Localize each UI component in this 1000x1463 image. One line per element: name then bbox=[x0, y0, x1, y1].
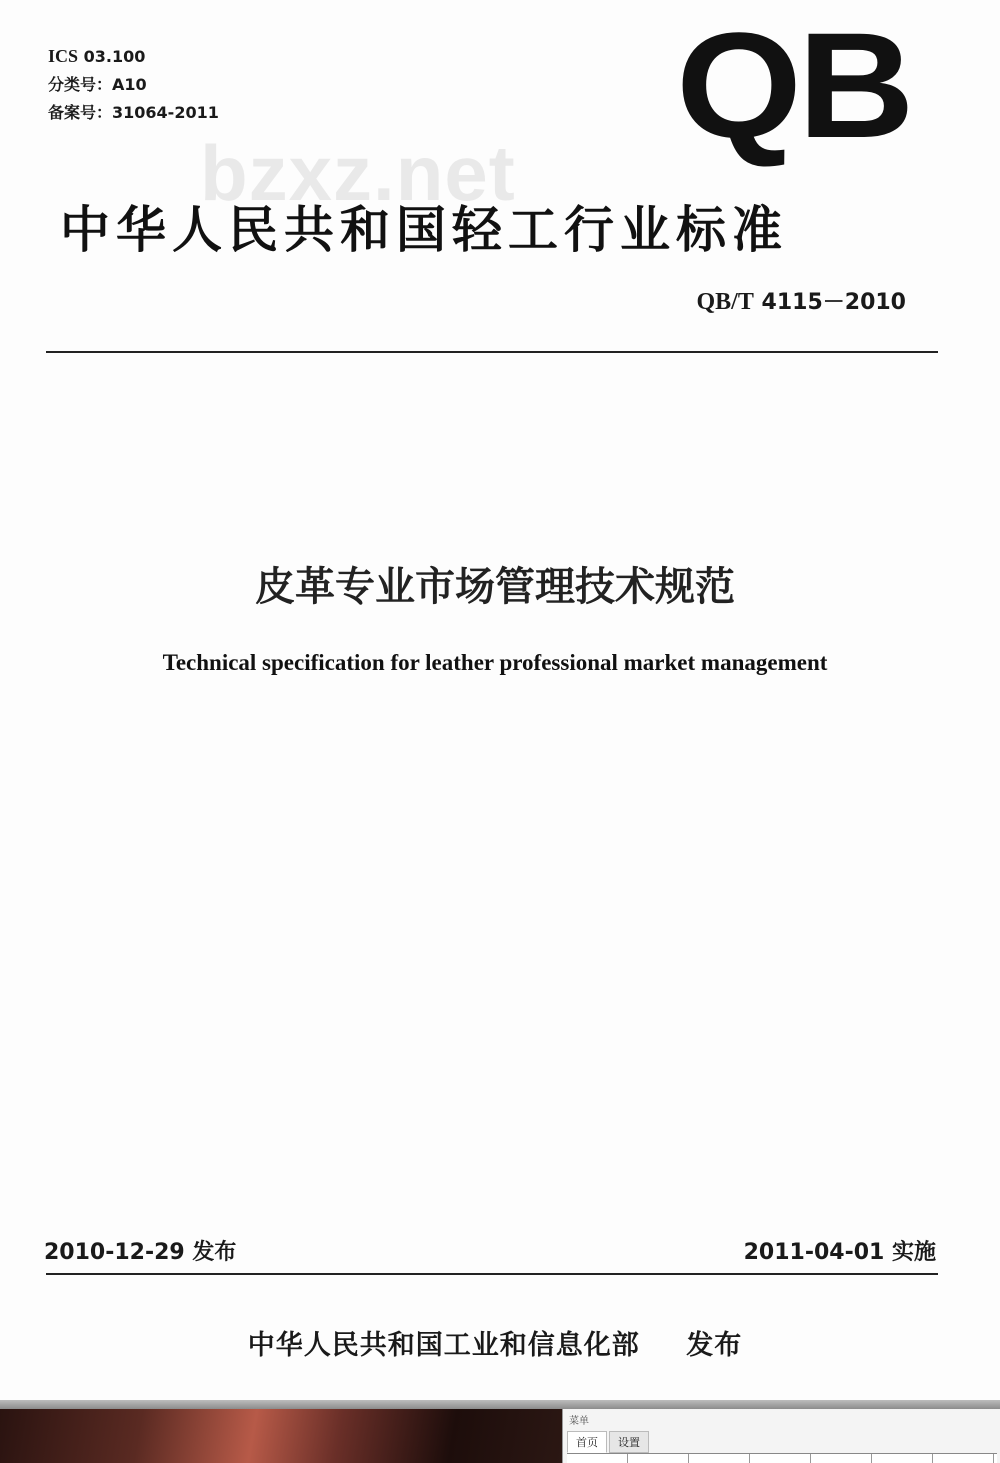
record-line bbox=[48, 99, 219, 127]
implementation-date: 2011-04-01 实施 bbox=[743, 1240, 936, 1265]
standard-number bbox=[697, 285, 907, 316]
tab-home[interactable]: 首页 bbox=[567, 1431, 607, 1453]
standard-number-value: 4115－2010 bbox=[761, 290, 906, 315]
record-label: 备案号： bbox=[48, 103, 113, 122]
classification-label: 分类号： bbox=[48, 75, 113, 94]
publisher-name: 中华人民共和国工业和信息化部 bbox=[247, 1330, 640, 1361]
ics-line bbox=[48, 42, 219, 71]
ics-label: ICS bbox=[48, 46, 79, 66]
industry-standard-title: 中华人民共和国轻工行业标准 bbox=[60, 201, 788, 259]
embedded-table-header bbox=[567, 1453, 997, 1463]
embedded-tab-bar bbox=[567, 1431, 651, 1453]
background-photo-thumbnail bbox=[0, 1409, 562, 1463]
publisher-action: 发布 bbox=[686, 1330, 743, 1361]
window-split-bar[interactable] bbox=[0, 1400, 1000, 1409]
qb-logo: QB bbox=[676, 1, 911, 169]
ics-code: 03.100 bbox=[83, 47, 146, 66]
tab-settings[interactable]: 设置 bbox=[609, 1431, 649, 1453]
classification-code: A10 bbox=[112, 75, 147, 94]
publisher-line bbox=[0, 1323, 990, 1362]
record-code: 31064-2011 bbox=[112, 103, 219, 122]
watermark: bzxz.net bbox=[200, 129, 516, 217]
bottom-divider-line bbox=[46, 1273, 938, 1275]
cover-metadata bbox=[48, 42, 219, 127]
issue-date: 2010-12-29 发布 bbox=[44, 1240, 237, 1265]
embedded-app-window bbox=[562, 1409, 1000, 1463]
document-title-english: Technical specification for leather professional market management bbox=[162, 650, 828, 675]
embedded-window-title: 菜单 bbox=[569, 1416, 589, 1427]
document-title-chinese: 皮革专业市场管理技术规范 bbox=[255, 564, 735, 610]
standard-number-prefix: QB/T bbox=[696, 289, 754, 315]
classification-line bbox=[48, 71, 219, 99]
top-divider-line bbox=[46, 351, 938, 353]
